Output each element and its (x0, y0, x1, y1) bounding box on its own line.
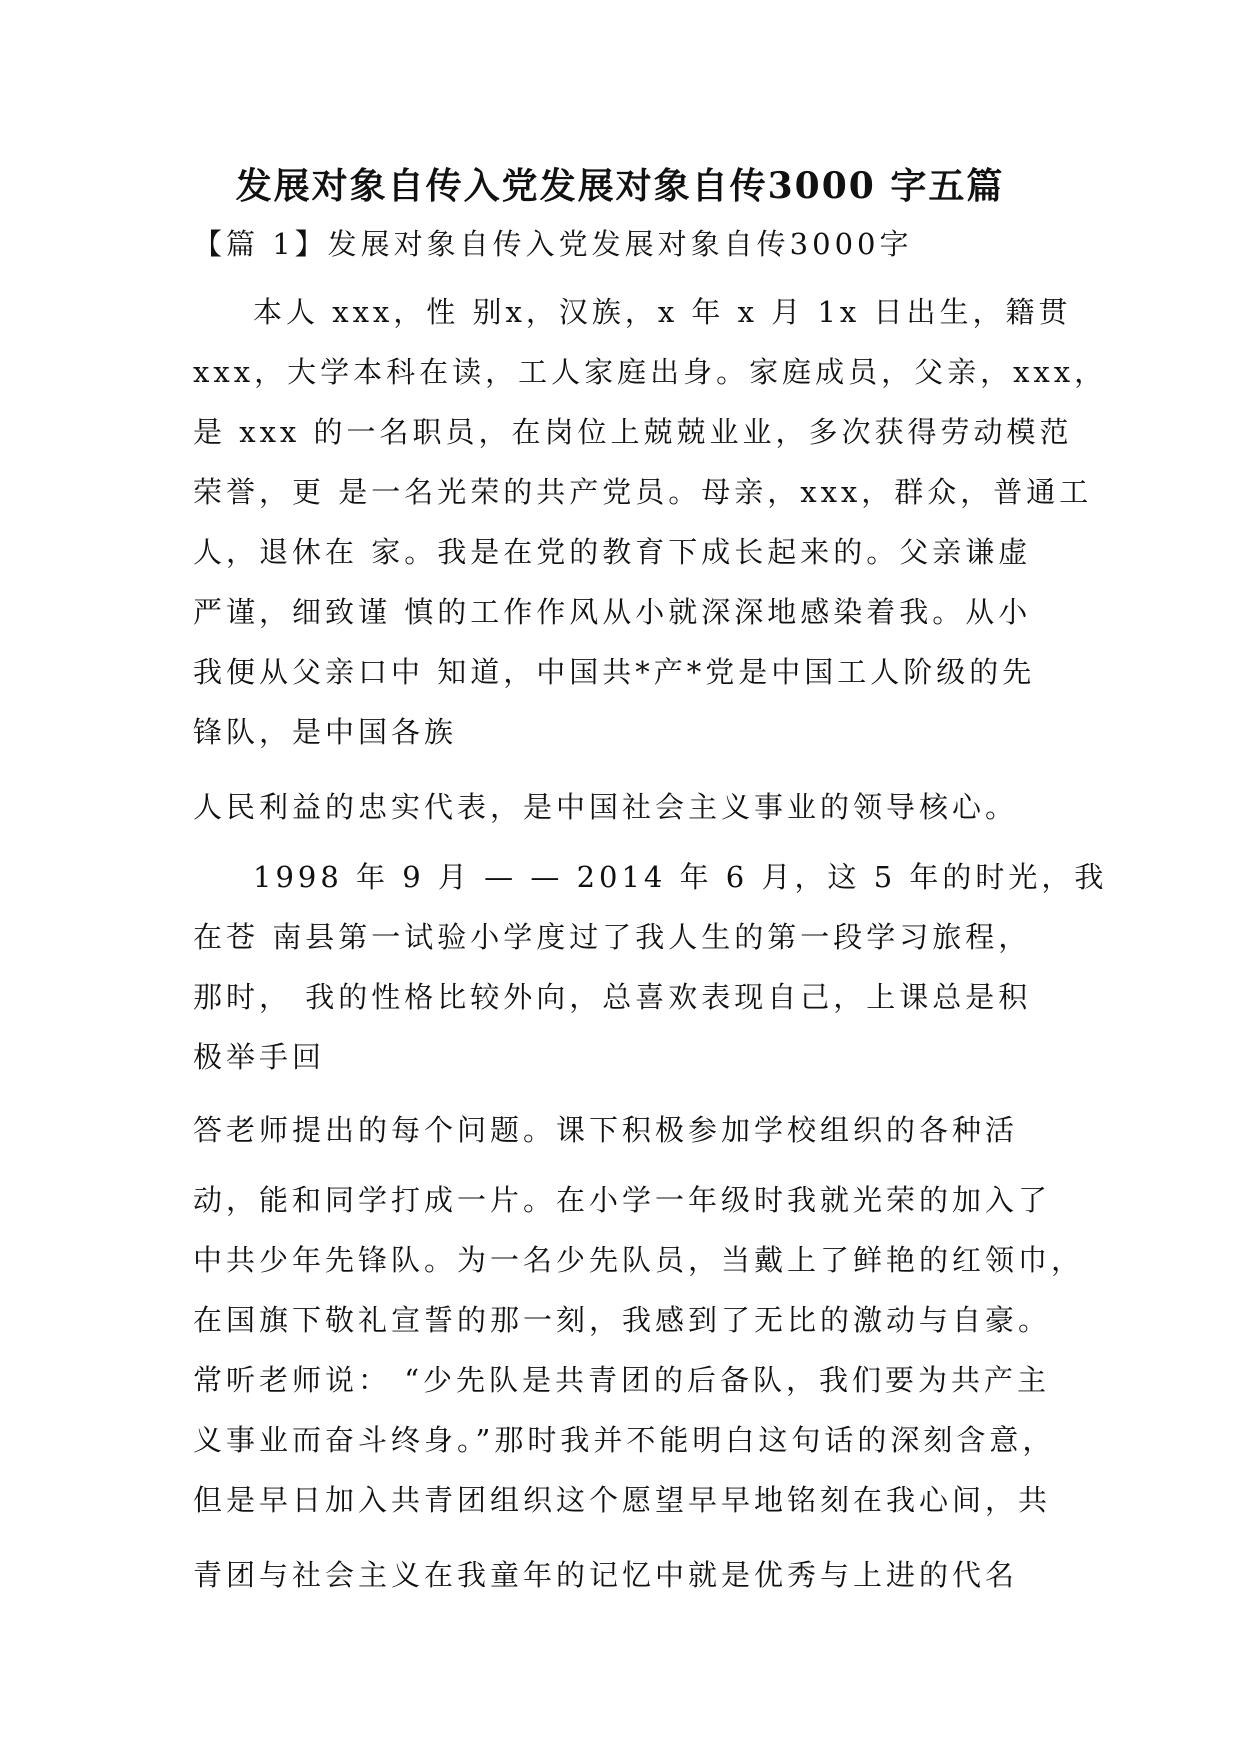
paragraph-line: 答老师提出的每个问题。课下积极参加学校组织的各种活 (193, 1113, 1019, 1147)
paragraph-line: 那时， 我的性格比较外向，总喜欢表现自己，上课总是积 (193, 980, 1032, 1014)
paragraph-line: 动，能和同学打成一片。在小学一年级时我就光荣的加入了 (193, 1183, 1052, 1217)
paragraph-line: 人民利益的忠实代表，是中国社会主义事业的领导核心。 (193, 790, 1019, 824)
paragraph-line: 是 xxx 的一名职员，在岗位上兢兢业业，多次获得劳动模范 (193, 415, 1073, 449)
paragraph-line: 1998 年 9 月 — — 2014 年 6 月，这 5 年的时光，我 (253, 860, 1108, 894)
paragraph-line: 锋队，是中国各族 (193, 715, 458, 749)
paragraph-line: 人，退休在 家。我是在党的教育下成长起来的。父亲谦虚 (193, 535, 1032, 569)
document-title: 发展对象自传入党发展对象自传3000 字五篇 (235, 165, 1005, 207)
paragraph-line: 本人 xxx，性 别x，汉族，x 年 x 月 1x 日出生，籍贯 (253, 295, 1072, 329)
paragraph-line: 极举手回 (193, 1040, 326, 1074)
paragraph-line: 中共少年先锋队。为一名少先队员，当戴上了鲜艳的红领巾， (193, 1243, 1085, 1277)
paragraph-line: 常听老师说： “少先队是共青团的后备队，我们要为共产主 (193, 1363, 1051, 1397)
paragraph-line: 严谨，细致谨 慎的工作作风从小就深深地感染着我。从小 (193, 595, 1032, 629)
paragraph-line: 在苍 南县第一试验小学度过了我人生的第一段学习旅程， (193, 920, 1032, 954)
section-heading: 【篇 1】发展对象自传入党发展对象自传3000字 (193, 227, 913, 261)
paragraph-line: 在国旗下敬礼宣誓的那一刻，我感到了无比的激动与自豪。 (193, 1303, 1052, 1337)
paragraph-line: 青团与社会主义在我童年的记忆中就是优秀与上进的代名 (193, 1558, 1019, 1592)
paragraph-line: 但是早日加入共青团组织这个愿望早早地铭刻在我心间，共 (193, 1483, 1052, 1517)
paragraph-line: xxx，大学本科在读，工人家庭出身。家庭成员，父亲，xxx， (193, 355, 1108, 389)
paragraph-line: 我便从父亲口中 知道，中国共*产*党是中国工人阶级的先 (193, 655, 1036, 689)
paragraph-line: 荣誉，更 是一名光荣的共产党员。母亲，xxx，群众，普通工 (193, 475, 1093, 509)
paragraph-line: 义事业而奋斗终身。”那时我并不能明白这句话的深刻含意， (193, 1423, 1056, 1457)
